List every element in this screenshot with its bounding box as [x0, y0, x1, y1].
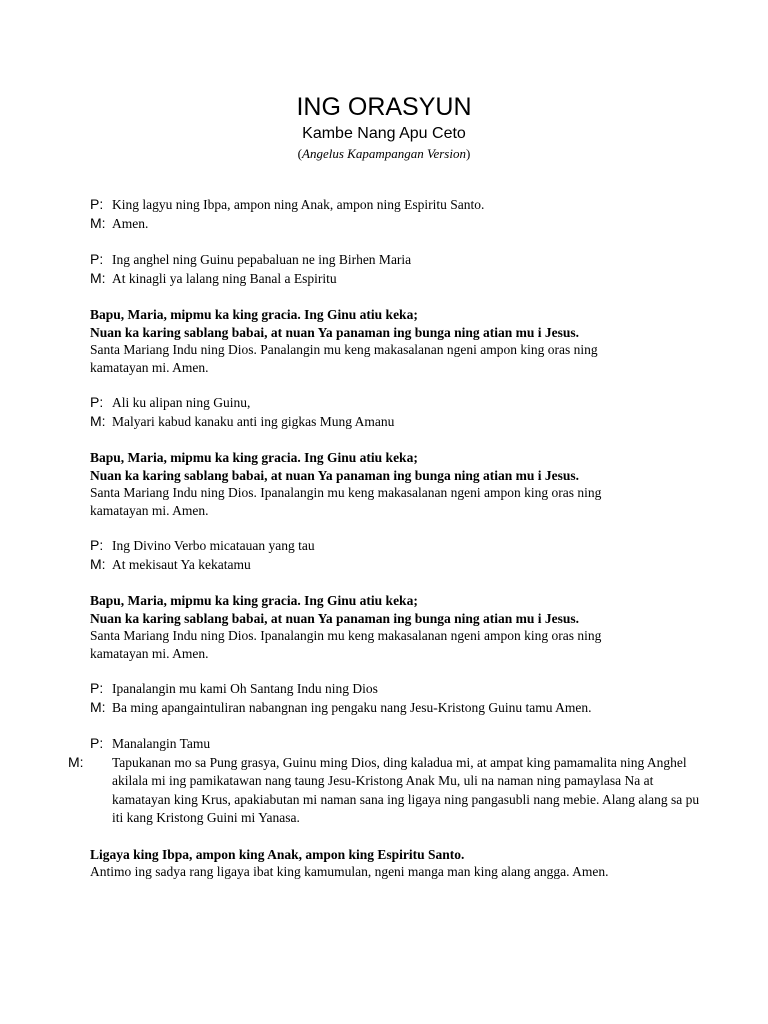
- response-line: [90, 556, 690, 575]
- document-header: [0, 92, 768, 162]
- priest-line: [90, 537, 690, 556]
- hail-mary-plain-line: Santa Mariang Indu ning Dios. Panalangin mu keng makasalanan ngeni ampon king oras ning: [90, 342, 598, 357]
- priest-text: Ipanalangin mu kami Oh Santang Indu ning Dios: [112, 681, 378, 696]
- response-text: Tapukanan mo sa Pung grasya, Guinu ming Dios, ding kaladua mi, at ampat king pamamalita ning Anghel akilala mi ing pamikatawan nang taung Jesu-Kristong Anak Mu, uli na naman ning pamaylasa Na at kamatayan king Krus, apakiabutan mi naman sana ing ligaya ning pangasubli nang mebie. Alang alang sa pu iti kang Kristong Guini mi Yanasa.: [112, 754, 700, 825]
- speaker-p: P:: [90, 394, 104, 410]
- hail-mary-plain-line: kamatayan mi. Amen.: [90, 502, 209, 518]
- speaker-m: M:: [90, 412, 106, 429]
- priest-text: Ing anghel ning Guinu pepabaluan ne ing Birhen Maria: [112, 252, 412, 267]
- response-text: Amen.: [112, 215, 149, 231]
- response-line: [90, 413, 690, 432]
- document-title: ING ORASYUN: [296, 93, 472, 121]
- response-line: [90, 270, 690, 289]
- speaker-p: P:: [90, 251, 104, 267]
- speaker-m: M:: [68, 753, 84, 770]
- response-text: At kinagli ya lalang ning Banal a Espiritu: [112, 270, 337, 286]
- priest-text: Ing Divino Verbo micatauan yang tau: [112, 538, 315, 553]
- hail-mary-bold-line: Nuan ka karing sablang babai, at nuan Ya panaman ing bunga ning atian mu i Jesus.: [90, 610, 580, 626]
- priest-text: Ali ku alipan ning Guinu,: [112, 395, 251, 410]
- priest-line: [90, 735, 690, 754]
- speaker-m: M:: [90, 214, 106, 231]
- speaker-m: M:: [90, 555, 106, 572]
- speaker-p: P:: [90, 735, 104, 751]
- response-line: [90, 215, 690, 234]
- hail-mary-plain-line: kamatayan mi. Amen.: [90, 359, 209, 375]
- hail-mary-bold-line: Bapu, Maria, mipmu ka king gracia. Ing Ginu atiu keka;: [90, 450, 418, 465]
- response-text: Ba ming apangaintuliran nabangnan ing pengaku nang Jesu-Kristong Guinu tamu Amen.: [112, 699, 592, 715]
- hail-mary-plain-line: Santa Mariang Indu ning Dios. Ipanalangin mu keng makasalanan ngeni ampon king oras ning: [90, 485, 602, 500]
- version-text: Angelus Kapampangan Version: [302, 146, 466, 161]
- priest-line: [90, 680, 690, 699]
- speaker-p: P:: [90, 196, 104, 212]
- priest-text: King lagyu ning Ibpa, ampon ning Anak, ampon ning Espiritu Santo.: [112, 197, 485, 212]
- priest-line: [90, 196, 690, 215]
- gloria-plain-line: Antimo ing sadya rang ligaya ibat king kamumulan, ngeni manga man king alang angga. Amen.: [90, 864, 609, 879]
- response-line: [90, 699, 690, 718]
- hail-mary-bold-line: Bapu, Maria, mipmu ka king gracia. Ing Ginu atiu keka;: [90, 307, 418, 322]
- response-paragraph: [68, 753, 702, 828]
- hail-mary-plain-line: Santa Mariang Indu ning Dios. Ipanalangin mu keng makasalanan ngeni ampon king oras ning: [90, 628, 602, 643]
- hail-mary-bold-line: Nuan ka karing sablang babai, at nuan Ya panaman ing bunga ning atian mu i Jesus.: [90, 467, 580, 483]
- hail-mary-bold-line: Nuan ka karing sablang babai, at nuan Ya panaman ing bunga ning atian mu i Jesus.: [90, 324, 580, 340]
- priest-text: Manalangin Tamu: [112, 736, 211, 751]
- version-close-paren: ): [465, 146, 471, 161]
- speaker-p: P:: [90, 537, 104, 553]
- response-text: Malyari kabud kanaku anti ing gigkas Mung Amanu: [112, 413, 395, 429]
- gloria-bold-line: Ligaya king Ibpa, ampon king Anak, ampon king Espiritu Santo.: [90, 846, 465, 862]
- hail-mary-bold-line: Bapu, Maria, mipmu ka king gracia. Ing Ginu atiu keka;: [90, 593, 418, 608]
- response-text: At mekisaut Ya kekatamu: [112, 556, 251, 572]
- speaker-p: P:: [90, 680, 104, 696]
- speaker-m: M:: [90, 269, 106, 286]
- priest-line: [90, 394, 690, 413]
- version-open-paren: (: [297, 146, 303, 161]
- document-subtitle: Kambe Nang Apu Ceto: [302, 125, 466, 142]
- priest-line: [90, 251, 690, 270]
- hail-mary-plain-line: kamatayan mi. Amen.: [90, 645, 209, 661]
- version-note: [0, 145, 768, 162]
- speaker-m: M:: [90, 698, 106, 715]
- prayer-body: [68, 196, 700, 881]
